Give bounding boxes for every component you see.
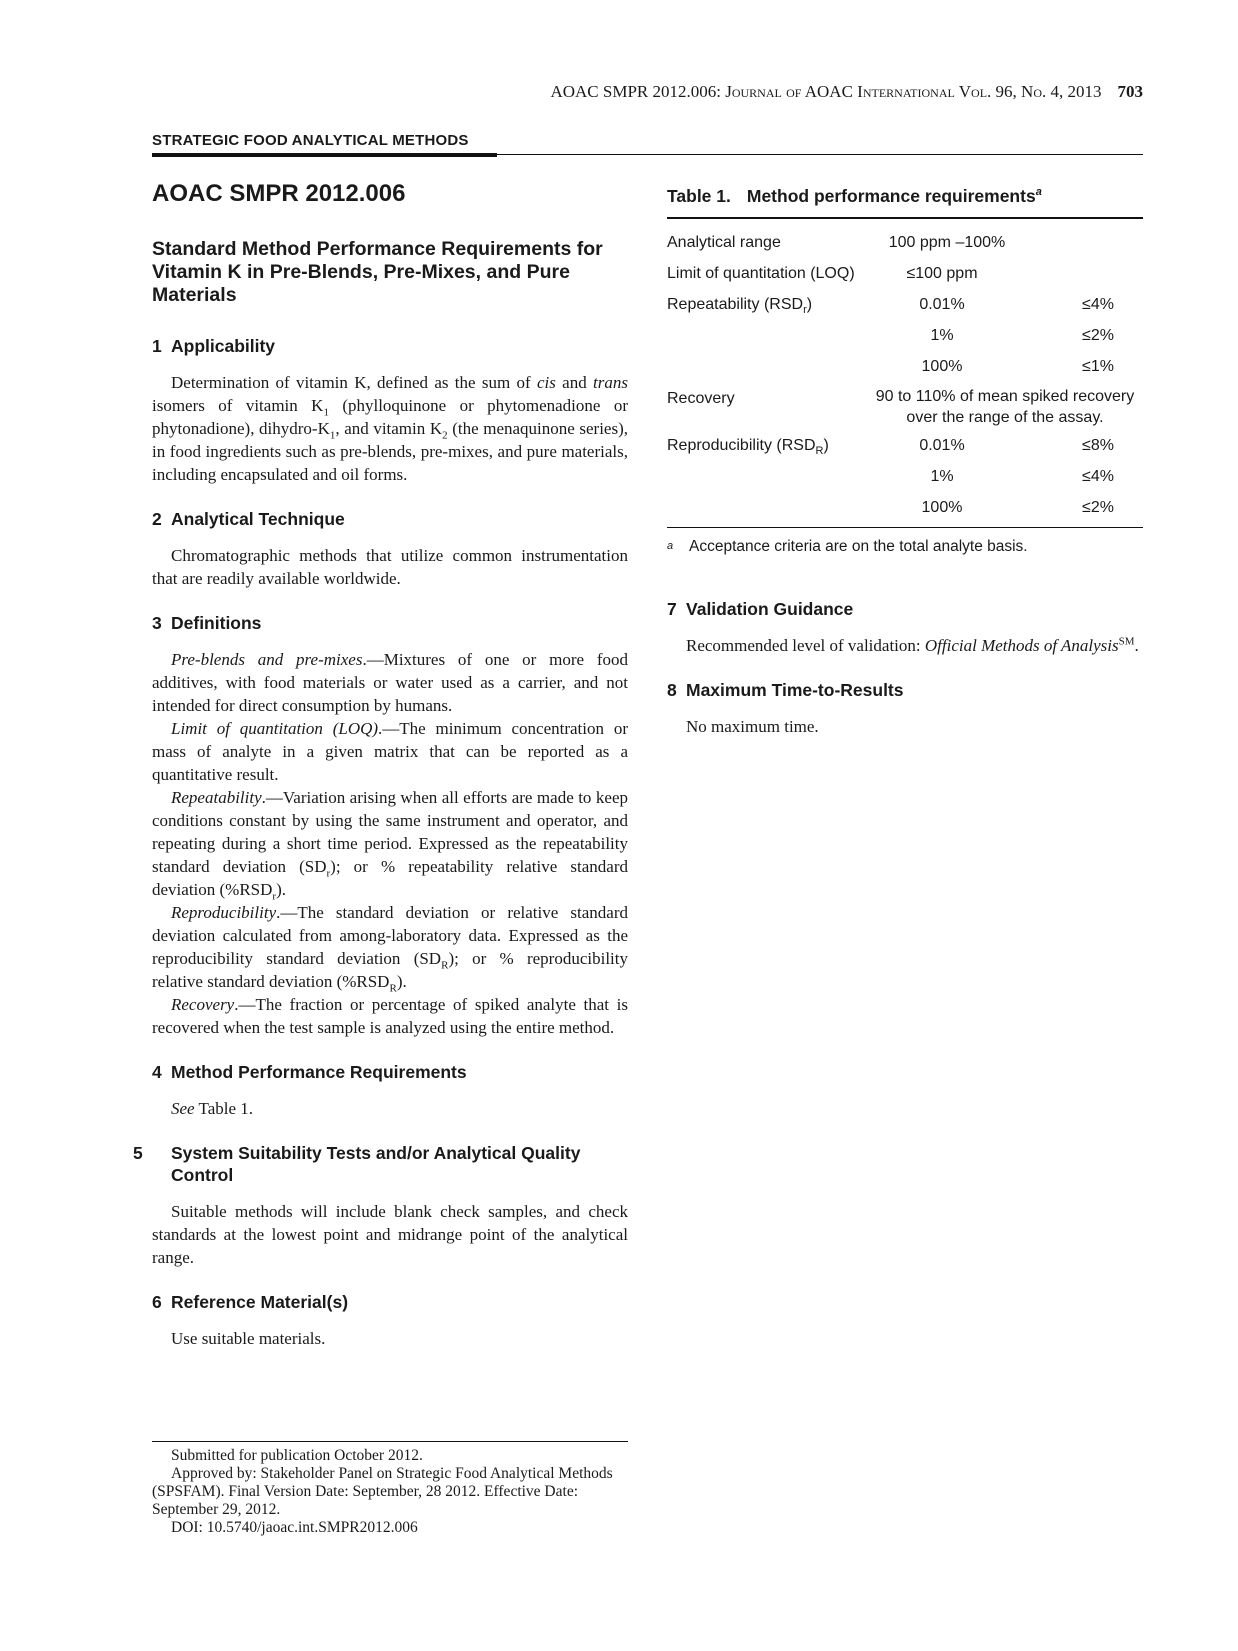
text-span: (the menaquinone series), in food ingredients such as pre-blends, pre-mixes, and pure materials, including encapsulated and oil forms. (152, 419, 628, 484)
header-rule-thin (497, 154, 1143, 155)
table-row (667, 219, 1143, 258)
table-cell-empty (667, 351, 867, 382)
table-cell-empty (1017, 258, 1143, 289)
text-span: , and vitamin K (335, 419, 443, 438)
system-suitability-paragraph: Suitable methods will include blank check samples, and check standards at the lowest point and midrange point of the analytical range. (152, 1202, 628, 1267)
parameter-text: ) (806, 295, 813, 313)
subscript: 1 (329, 429, 336, 442)
section-number: 1 (152, 336, 162, 356)
table-cell-level: 0.01% (919, 436, 965, 454)
table-cell-empty (667, 320, 867, 351)
section-number: 5 (133, 1143, 143, 1163)
text-span: (phylloquinone or phytomenadione or phytonadione), dihydro-K (152, 396, 628, 438)
section-heading-method-performance (152, 1061, 628, 1083)
definition-text: .—Mixtures of one or more food additives, with food materials or water used as a carrier, and not intended for direct consumption by humans. (152, 650, 629, 715)
definition-term: Limit of quantitation (LOQ) (171, 719, 379, 738)
definition-term: Recovery (171, 995, 235, 1014)
subscript: 2 (442, 429, 448, 442)
definition-recovery (152, 993, 628, 1039)
definition-text: .—The standard deviation or relative standard deviation calculated from among-laboratory data. Expressed as the reproducibility standard deviation (SD (152, 903, 628, 968)
definition-text: ). (276, 880, 286, 899)
table-caption-footnote-marker: a (1035, 186, 1042, 199)
section-heading-validation-guidance (667, 598, 1143, 620)
document-subtitle: Standard Method Performance Requirements for Vitamin K in Pre-Blends, Pre-Mixes, and Pure Materials (152, 238, 603, 306)
table-cell-level: 0.01% (919, 295, 965, 313)
section-heading-definitions (152, 612, 628, 634)
performance-table (667, 219, 1143, 523)
definition-term: Reproducibility (171, 903, 277, 922)
right-column-sections (667, 598, 1143, 754)
table-cell-empty (1017, 219, 1143, 258)
italic-title: Official Methods of Analysis (924, 636, 1119, 655)
section-title: Analytical Technique (171, 509, 345, 529)
definition-term: Repeatability (171, 788, 262, 807)
text-span: . (1134, 636, 1139, 655)
document-title: AOAC SMPR 2012.006 (152, 180, 406, 207)
table-cell-limit: ≤2% (1082, 326, 1114, 344)
definition-loq (152, 717, 628, 786)
section-number: 3 (152, 613, 162, 633)
text-span: Determination of vitamin K, defined as the sum of (171, 373, 537, 392)
table-row (667, 289, 1143, 320)
parameter-text: ) (823, 436, 829, 454)
table-cell-level: 100% (921, 357, 963, 375)
table-cell-parameter: Limit of quantitation (LOQ) (667, 264, 855, 282)
table-reference: Table 1. (194, 1099, 254, 1118)
footnote-rule (152, 1441, 628, 1442)
recovery-line: over the range of the assay. (906, 409, 1104, 426)
table-cell-parameter (667, 430, 867, 461)
table-cell-limit: ≤4% (1082, 295, 1114, 313)
section-heading-applicability (152, 335, 628, 357)
table-cell-limit: ≤8% (1082, 436, 1114, 454)
table-footnote: a Acceptance criteria are on the total analyte basis. (667, 538, 1028, 555)
footnote-submitted: Submitted for publication October 2012. (171, 1447, 423, 1464)
superscript: SM (1118, 635, 1135, 648)
running-head (550, 82, 1143, 102)
subscript: R (389, 982, 397, 995)
running-head-journal: Journal of AOAC International (725, 82, 955, 101)
table-cell-parameter: Analytical range (667, 233, 781, 251)
subscript: 1 (323, 406, 329, 419)
max-time-paragraph: No maximum time. (686, 717, 819, 736)
section-title: Applicability (171, 336, 276, 356)
definition-text: ); or % reproducibility relative standard deviation (%RSD (152, 949, 628, 991)
definition-text: .—The fraction or percentage of spiked analyte that is recovered when the test sample is analyzed using the entire method. (152, 995, 628, 1037)
recovery-line: 90 to 110% of mean spiked recovery (875, 388, 1135, 405)
italic-term: cis (536, 373, 556, 392)
header-rule-thick (152, 153, 497, 157)
section-title: Reference Material(s) (171, 1292, 349, 1312)
section-heading-reference-materials (152, 1291, 628, 1313)
section-title: Method Performance Requirements (171, 1062, 467, 1082)
table-caption (667, 186, 1143, 207)
text-span: Recommended level of validation: (686, 636, 925, 655)
running-head-prefix: AOAC SMPR 2012.006: (550, 82, 726, 101)
table-cell-value: 100 ppm –100% (888, 233, 1006, 251)
table-label: Table 1. (667, 186, 731, 206)
section-number: 6 (152, 1292, 162, 1312)
section-number: 4 (152, 1062, 162, 1082)
section-number: 2 (152, 509, 162, 529)
reference-materials-paragraph: Use suitable materials. (171, 1329, 326, 1348)
definition-repeatability (152, 786, 628, 901)
footnote-doi: DOI: 10.5740/jaoac.int.SMPR2012.006 (171, 1519, 418, 1536)
section-heading-max-time (667, 679, 1143, 701)
section-number: 7 (667, 599, 677, 619)
table-cell-parameter (667, 289, 867, 320)
italic-term: trans (593, 373, 629, 392)
section-title: System Suitability Tests and/or Analytical Quality Control (171, 1143, 581, 1185)
parameter-text: Reproducibility (RSD (667, 436, 816, 454)
subscript: R (815, 444, 824, 457)
left-column (133, 180, 629, 1366)
table-cell-empty (667, 461, 867, 492)
table-cell-value: ≤100 ppm (906, 264, 978, 282)
parameter-text: Repeatability (RSD (667, 295, 804, 313)
definition-text: ). (396, 972, 407, 991)
definition-term: Pre-blends and pre-mixes (171, 650, 363, 669)
table-cell-recovery-value (867, 382, 1143, 430)
footnotes (152, 1447, 628, 1537)
subscript: r (326, 867, 331, 880)
footnote-approved: Approved by: Stakeholder Panel on Strategic Food Analytical Methods (SPSFAM). Final Version Date: September, 28 2012. Effective Date: September 29, 2012. (152, 1465, 613, 1518)
text-span: isomers of vitamin K (152, 396, 324, 415)
table-bottom-rule (667, 527, 1143, 528)
see-reference: See (171, 1099, 195, 1118)
table-row (667, 492, 1143, 523)
table-row (667, 320, 1143, 351)
table-cell-limit: ≤4% (1082, 467, 1114, 485)
subscript: R (441, 959, 449, 972)
analytical-technique-paragraph: Chromatographic methods that utilize common instrumentation that are readily available worldwide. (152, 546, 628, 588)
table-cell-level: 1% (930, 467, 954, 485)
table-row (667, 461, 1143, 492)
table-1 (667, 186, 1143, 556)
table-cell-parameter: Recovery (667, 390, 735, 407)
subscript: r (803, 303, 807, 316)
definition-text: .—The minimum concentration or mass of analyte in a given matrix that can be reported as a quantitative result. (152, 719, 628, 784)
section-title: Validation Guidance (686, 599, 854, 619)
subscript: r (272, 890, 277, 903)
section-title: Definitions (171, 613, 262, 633)
definition-text: ); or % repeatability relative standard deviation (%RSD (152, 857, 628, 899)
page-number: 703 (1117, 82, 1143, 101)
table-row (667, 351, 1143, 382)
running-head-volume: Vol. 96, No. 4, 2013 (954, 82, 1102, 101)
table-cell-level: 1% (930, 326, 954, 344)
footnote-text: Acceptance criteria are on the total analyte basis. (689, 538, 1028, 555)
table-caption-text: Method performance requirements (746, 186, 1036, 206)
text-span: and (555, 373, 594, 392)
section-title: Maximum Time-to-Results (686, 680, 904, 700)
section-heading-analytical-technique (152, 508, 628, 530)
table-cell-level: 100% (921, 498, 963, 516)
table-row (667, 430, 1143, 461)
method-performance-paragraph (152, 1097, 628, 1120)
table-row (667, 258, 1143, 289)
section-label: STRATEGIC FOOD ANALYTICAL METHODS (152, 132, 469, 149)
section-number: 8 (667, 680, 677, 700)
validation-guidance-paragraph (667, 634, 1143, 657)
definition-text: .—Variation arising when all efforts are made to keep conditions constant by using the same instrument and operator, and repeating during a short time period. Expressed as the repeatability standard deviation (SD (152, 788, 628, 876)
table-cell-limit: ≤2% (1082, 498, 1114, 516)
table-cell-limit: ≤1% (1082, 357, 1114, 375)
applicability-paragraph (152, 371, 628, 486)
definition-reproducibility (152, 901, 628, 993)
table-row (667, 382, 1143, 430)
table-cell-empty (667, 492, 867, 523)
section-heading-system-suitability (133, 1142, 628, 1186)
definition-pre-blends (152, 648, 628, 717)
